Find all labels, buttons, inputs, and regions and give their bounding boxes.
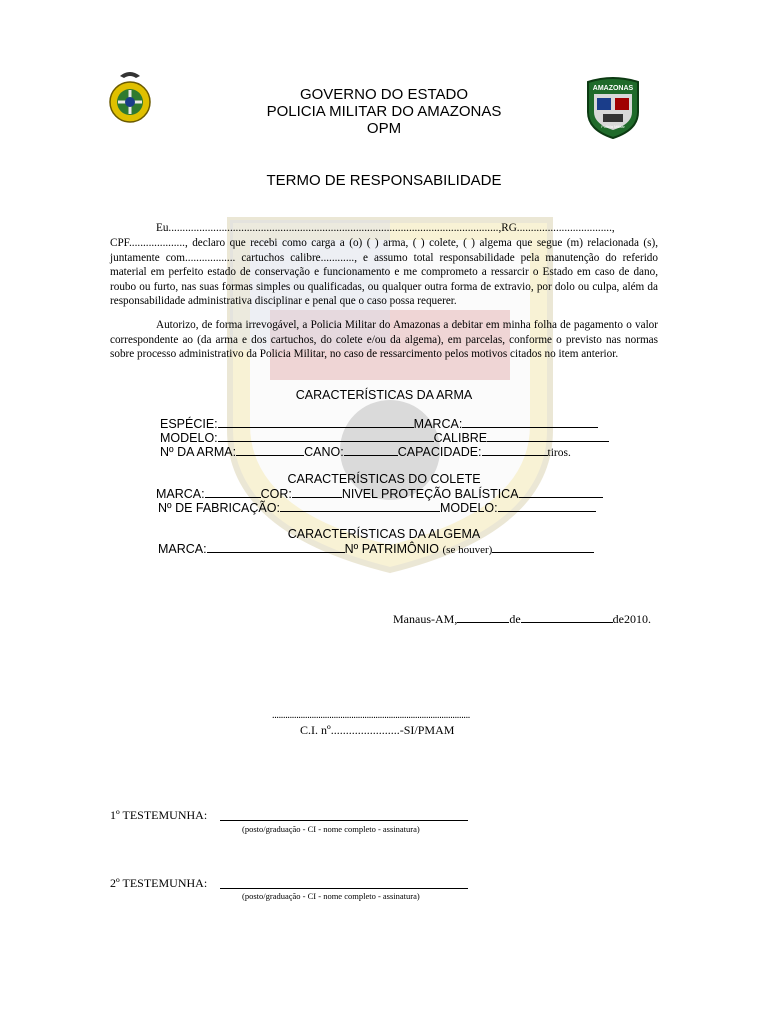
paragraph-2: Autorizo, de forma irrevogável, a Policia Militar do Amazonas a debitar em minha folha de pagamento o valor correspondente ao (da arma e dos cartuchos, do colete e/ou da algema), em parcelas, conforme o previsto nas normas sobre processo administrativo da Policia Militar, no caso de ressarcimento pelos motivos citados no item anterior. — [110, 319, 658, 361]
colete-marca-field[interactable] — [205, 486, 261, 498]
header-line-1: GOVERNO DO ESTADO — [299, 86, 469, 103]
date-month-field[interactable] — [521, 611, 613, 623]
paragraph-1-first-line: Eu......................................................................................................................,RG.................................., — [156, 222, 615, 234]
date-day-field[interactable] — [457, 611, 509, 623]
se-houver-label: (se houver) — [442, 544, 493, 556]
algema-row — [158, 541, 594, 557]
witness-2-signature-field[interactable] — [220, 888, 468, 889]
date-year: de2010. — [612, 612, 651, 626]
capacidade-field[interactable] — [482, 444, 548, 456]
colete-marca-row — [156, 486, 603, 501]
arma-modelo-label: MODELO: — [160, 431, 218, 445]
date-city: Manaus-AM, — [393, 612, 458, 626]
algema-marca-field[interactable] — [207, 541, 345, 553]
header-line-2: POLICIA MILITAR DO AMAZONAS — [266, 103, 502, 120]
signature-line[interactable]: .......................................................................................... — [272, 710, 471, 721]
patrimonio-field[interactable] — [492, 541, 594, 553]
cor-label: COR: — [260, 487, 292, 501]
witness-1-signature-field[interactable] — [220, 820, 468, 821]
calibre-field[interactable] — [487, 430, 609, 442]
algema-section-heading: CARACTERÍSTICAS DA ALGEMA — [287, 527, 481, 541]
numero-arma-label: Nº DA ARMA: — [160, 445, 237, 459]
cor-field[interactable] — [292, 486, 342, 498]
cano-field[interactable] — [344, 444, 398, 456]
nivel-protecao-label: NIVEL PROTEÇÃO BALÍSTICA — [341, 487, 519, 501]
arma-section-heading: CARACTERÍSTICAS DA ARMA — [295, 388, 473, 402]
arma-numero-row — [160, 444, 571, 460]
witness-2-caption: (posto/graduação - CI - nome completo - assinatura) — [242, 891, 420, 901]
arma-marca-label: MARCA: — [413, 417, 463, 431]
colete-section-heading: CARACTERÍSTICAS DO COLETE — [287, 472, 481, 486]
arma-modelo-row — [160, 430, 609, 445]
ci-number-line: C.I. nº.......................-SI/PMAM — [300, 723, 455, 737]
algema-marca-label: MARCA: — [158, 542, 207, 556]
arma-marca-field[interactable] — [462, 416, 598, 428]
colete-fabricacao-row — [158, 500, 596, 515]
colete-modelo-field[interactable] — [498, 500, 596, 512]
date-de-1: de — [509, 612, 521, 626]
paragraph-1-body: CPF...................., declaro que recebi como carga a (o) ( ) arma, ( ) colete, ( ) algema que segue (m) relacionada (s), juntamente com.................. cartuchos calibre............, e assumo total responsabilidade pela manutenção do referido material em perfeito estado de conservação e funcionamento e me comprometo a ressarcir o Estado em caso de dano, roubo ou furto, nas suas formas simples ou qualificadas, ou qualquer outra forma de extravio, por dolo ou culpa, além da responsabilidade administrativa disciplinar e penal que o caso possa requerer. — [110, 237, 658, 308]
witness-2-label: 2º TESTEMUNHA: — [110, 876, 208, 890]
document-title: TERMO DE RESPONSABILIDADE — [266, 172, 502, 189]
witness-1-caption: (posto/graduação - CI - nome completo - assinatura) — [242, 824, 420, 834]
badge-bottom-text: Policia Militar — [601, 124, 625, 129]
arma-especie-row — [160, 416, 598, 431]
header-line-3: OPM — [366, 120, 402, 137]
fabricacao-field[interactable] — [280, 500, 440, 512]
capacidade-label: CAPACIDADE: — [397, 445, 482, 459]
tiros-label: tiros. — [547, 447, 571, 459]
witness-1-label: 1º TESTEMUNHA: — [110, 808, 208, 822]
date-line — [393, 611, 651, 627]
fabricacao-label: Nº DE FABRICAÇÃO: — [158, 501, 280, 515]
numero-arma-field[interactable] — [236, 444, 304, 456]
colete-modelo-label: MODELO: — [439, 501, 498, 515]
especie-label: ESPÉCIE: — [160, 417, 218, 431]
badge-top-text: AMAZONAS — [592, 85, 634, 92]
especie-field[interactable] — [218, 416, 414, 428]
cano-label: CANO: — [304, 445, 344, 459]
calibre-label: CALIBRE — [433, 431, 488, 445]
arma-modelo-field[interactable] — [218, 430, 434, 442]
nivel-protecao-field[interactable] — [519, 486, 603, 498]
patrimonio-label: Nº PATRIMÔNIO — [344, 542, 440, 556]
colete-marca-label: MARCA: — [156, 487, 205, 501]
